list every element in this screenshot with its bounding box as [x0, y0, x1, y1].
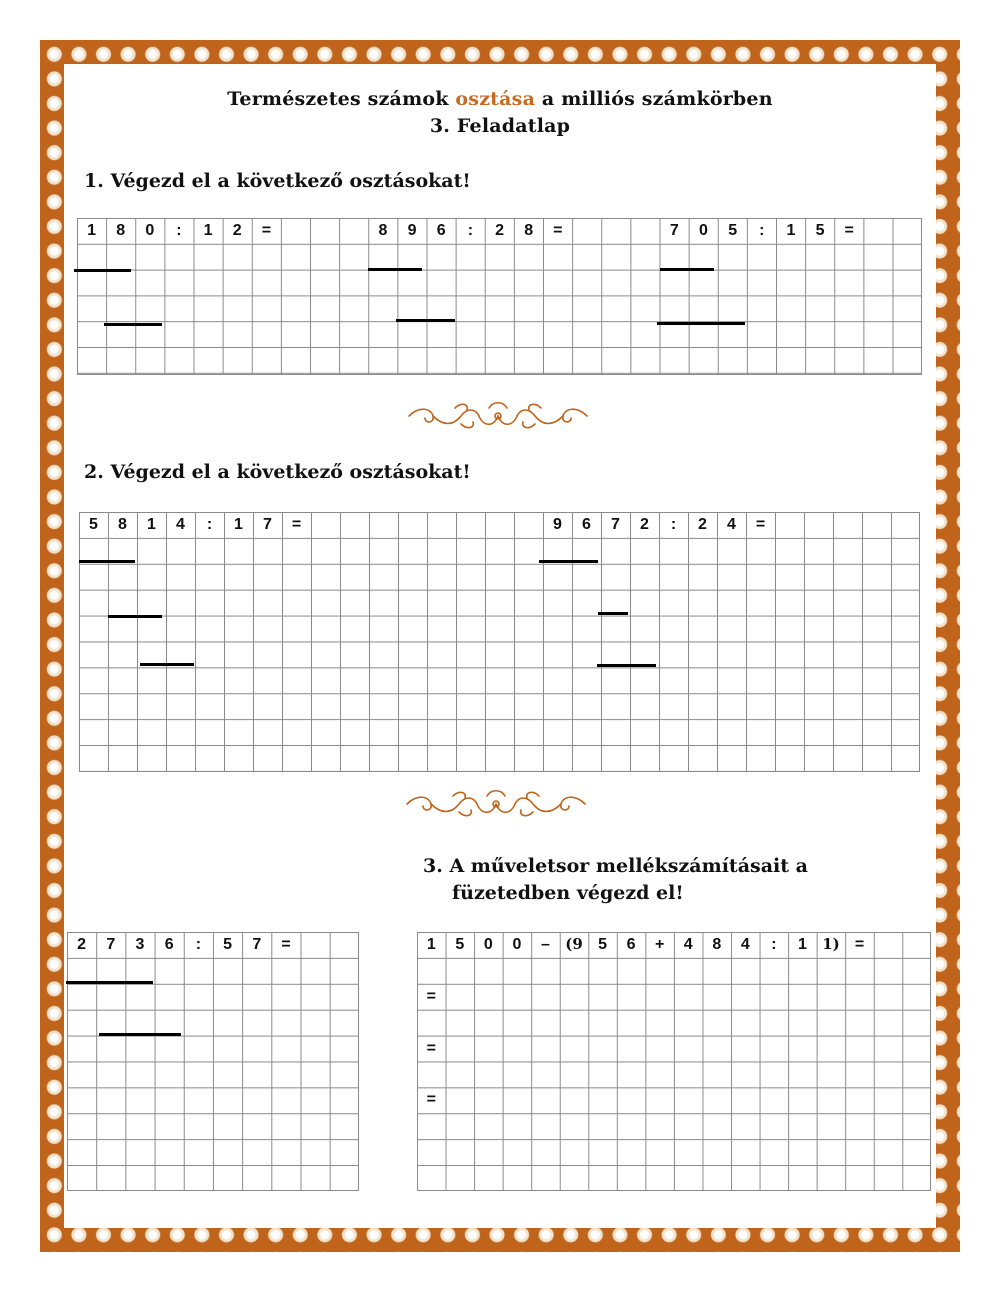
title-accent-word: osztása [455, 88, 536, 110]
expression-cell: 6 [626, 936, 636, 953]
task3-heading-line1: 3. A műveletsor mellékszámításait a [423, 855, 808, 877]
problem-cell: 8 [116, 222, 126, 239]
expression-cell: – [541, 936, 550, 953]
task1-heading: 1. Végezd el a következő osztásokat! [84, 170, 471, 192]
problem-cell: : [759, 222, 765, 239]
problem-cell: 9 [553, 516, 562, 533]
equals-sign: = [426, 1091, 436, 1109]
expression-cell: + [654, 936, 665, 953]
subtraction-line [104, 323, 162, 326]
expression-cell: 1) [822, 935, 840, 953]
problem-cell: 2 [698, 516, 707, 533]
task3-division-grid [67, 932, 359, 1191]
problem-cell: 2 [640, 516, 649, 533]
problem-cell: = [261, 222, 272, 239]
subtraction-line [108, 615, 162, 618]
problem-cell: 2 [495, 222, 504, 239]
problem-cell: 7 [669, 222, 679, 239]
problem-cell: 5 [89, 516, 98, 533]
problem-cell: 7 [106, 936, 116, 953]
problem-cell: 8 [118, 516, 127, 533]
expression-cell: 8 [712, 936, 722, 953]
problem-cell: : [195, 936, 202, 953]
problem-cell: 4 [727, 516, 736, 533]
ornament-icon [403, 784, 589, 824]
problem-cell: 1 [87, 222, 97, 239]
problem-cell: = [844, 222, 854, 239]
problem-cell: 1 [234, 516, 243, 533]
title-text-start: Természetes számok [227, 88, 456, 110]
problem-cell: 6 [436, 222, 446, 239]
problem-cell: 1 [147, 516, 156, 533]
task3-heading-line2: füzetedben végezd el! [452, 882, 684, 904]
problem-cell: 7 [252, 936, 262, 953]
problem-cell: 4 [176, 516, 185, 533]
subtraction-line [598, 612, 628, 615]
problem-cell: 8 [524, 222, 534, 239]
expression-cell: : [771, 936, 777, 953]
problem-cell: = [291, 516, 302, 533]
subtraction-line [396, 319, 455, 322]
problem-cell: 3 [135, 936, 145, 953]
problem-cell: 5 [815, 222, 825, 239]
ornament-icon [405, 396, 591, 436]
subtraction-line [597, 664, 656, 667]
expression-cell: 5 [598, 936, 608, 953]
problem-cell: : [467, 222, 474, 239]
problem-cell: : [176, 222, 182, 239]
subtraction-line [74, 269, 131, 272]
task2-grid [79, 512, 920, 772]
subtraction-line [140, 663, 194, 666]
equals-sign: = [426, 987, 436, 1005]
task3-expression-grid [417, 932, 931, 1191]
subtraction-line [368, 268, 422, 271]
problem-cell: 1 [203, 222, 213, 239]
problem-cell: 6 [164, 936, 174, 953]
expression-cell: 0 [483, 936, 493, 953]
problem-cell: 9 [407, 222, 417, 239]
expression-cell: 1 [797, 936, 807, 953]
problem-cell: 0 [145, 222, 155, 239]
subtraction-line [539, 560, 598, 563]
problem-cell: 2 [77, 936, 87, 953]
equals-sign: = [426, 1039, 436, 1057]
problem-cell: 7 [263, 516, 272, 533]
expression-cell: = [854, 936, 865, 953]
problem-cell: = [553, 222, 563, 239]
expression-cell: 5 [455, 936, 465, 953]
subtraction-line [660, 268, 714, 271]
problem-cell: 1 [786, 222, 796, 239]
problem-cell: 5 [728, 222, 738, 239]
page-title [0, 88, 1000, 110]
task2-heading: 2. Végezd el a következő osztásokat! [84, 461, 471, 483]
problem-cell: : [206, 516, 213, 533]
problem-cell: 8 [378, 222, 388, 239]
problem-cell: 2 [232, 222, 242, 239]
problem-cell: 5 [223, 936, 233, 953]
subtraction-line [99, 1033, 181, 1036]
expression-cell: 0 [512, 936, 522, 953]
page-subtitle: 3. Feladatlap [429, 115, 571, 137]
expression-cell: (9 [565, 935, 583, 953]
expression-cell: 1 [426, 936, 436, 953]
expression-cell: 4 [683, 936, 693, 953]
problem-cell: 6 [582, 516, 591, 533]
problem-cell: = [755, 516, 766, 533]
expression-cell: 4 [740, 936, 750, 953]
problem-cell: = [281, 936, 291, 953]
title-text-end: a milliós számkörben [535, 88, 773, 110]
subtraction-line [79, 560, 135, 563]
problem-cell: : [670, 516, 677, 533]
subtraction-line [66, 981, 153, 984]
problem-cell: 0 [699, 222, 708, 239]
problem-cell: 7 [611, 516, 620, 533]
subtraction-line [657, 322, 745, 325]
